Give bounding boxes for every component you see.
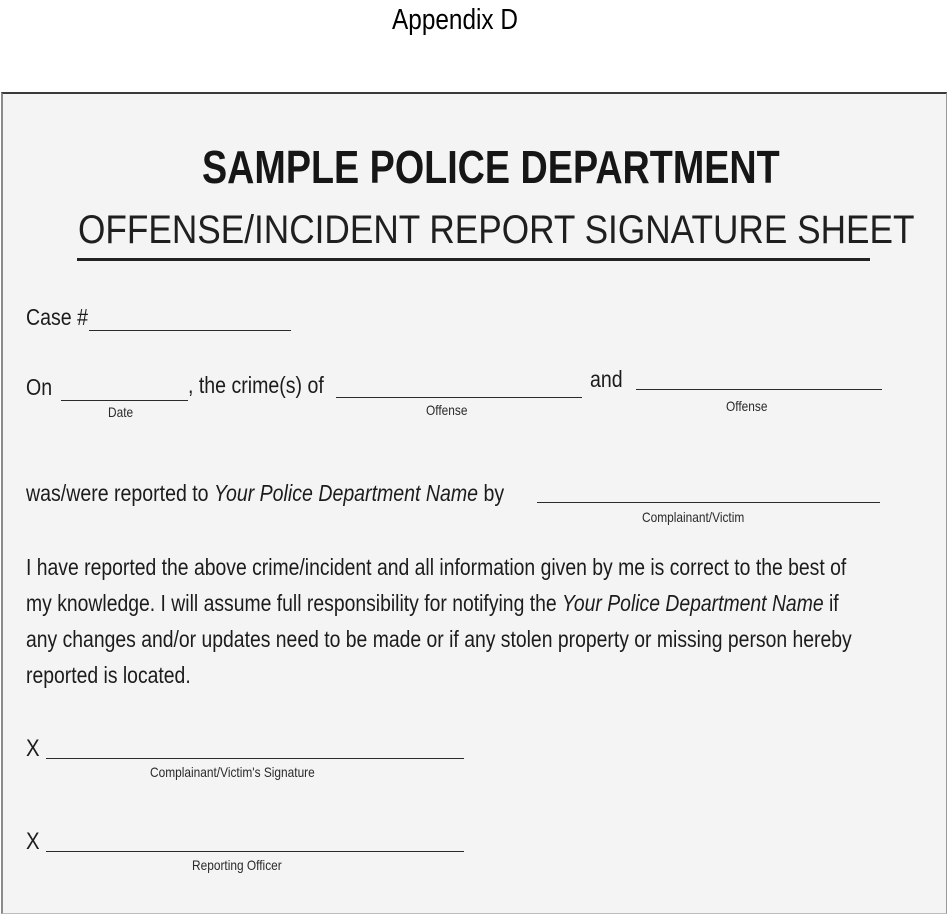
officer-signature-caption: Reporting Officer bbox=[192, 857, 282, 873]
complainant-signature-field[interactable] bbox=[46, 758, 464, 759]
officer-signature-field[interactable] bbox=[46, 851, 464, 852]
statement-line-4: reported is located. bbox=[26, 662, 191, 688]
statement-line-2-prefix: my knowledge. I will assume full responsibility for notifying the bbox=[26, 590, 563, 616]
form-title: OFFENSE/INCIDENT REPORT SIGNATURE SHEET bbox=[78, 208, 915, 252]
signature-mark-1: X bbox=[26, 735, 40, 762]
complainant-signature-caption: Complainant/Victim's Signature bbox=[150, 764, 315, 780]
dept-name-placeholder: Your Police Department Name bbox=[213, 480, 479, 506]
case-number-label: Case # bbox=[26, 304, 88, 330]
signature-mark-2: X bbox=[26, 828, 40, 855]
reported-to-prefix: was/were reported to bbox=[26, 480, 214, 506]
date-caption: Date bbox=[108, 404, 134, 420]
case-number-field[interactable] bbox=[89, 330, 291, 331]
reported-to-line bbox=[26, 480, 504, 507]
statement-line-2-suffix: if bbox=[823, 590, 839, 616]
reported-by-suffix: by bbox=[478, 480, 505, 506]
statement-dept-name: Your Police Department Name bbox=[562, 590, 824, 616]
statement-paragraph bbox=[26, 549, 927, 693]
offense-caption-2: Offense bbox=[726, 398, 768, 414]
and-label: and bbox=[590, 366, 623, 392]
on-label: On bbox=[26, 374, 53, 400]
department-heading: SAMPLE POLICE DEPARTMENT bbox=[202, 141, 780, 193]
statement-line-3: any changes and/or updates need to be made or if any stolen property or missing person hereby bbox=[26, 626, 852, 652]
complainant-field[interactable] bbox=[537, 502, 880, 503]
date-field[interactable] bbox=[61, 400, 188, 401]
title-underline bbox=[77, 258, 870, 261]
offense-field-2[interactable] bbox=[636, 389, 882, 390]
appendix-label: Appendix D bbox=[392, 4, 518, 36]
statement-line-1: I have reported the above crime/incident and all information given by me is correct to the best of bbox=[26, 554, 847, 580]
offense-caption-1: Offense bbox=[426, 402, 468, 418]
offense-field-1[interactable] bbox=[336, 397, 582, 398]
statement-line-2 bbox=[26, 585, 927, 621]
complainant-caption: Complainant/Victim bbox=[642, 509, 745, 525]
crimes-of-label: , the crime(s) of bbox=[188, 372, 324, 398]
